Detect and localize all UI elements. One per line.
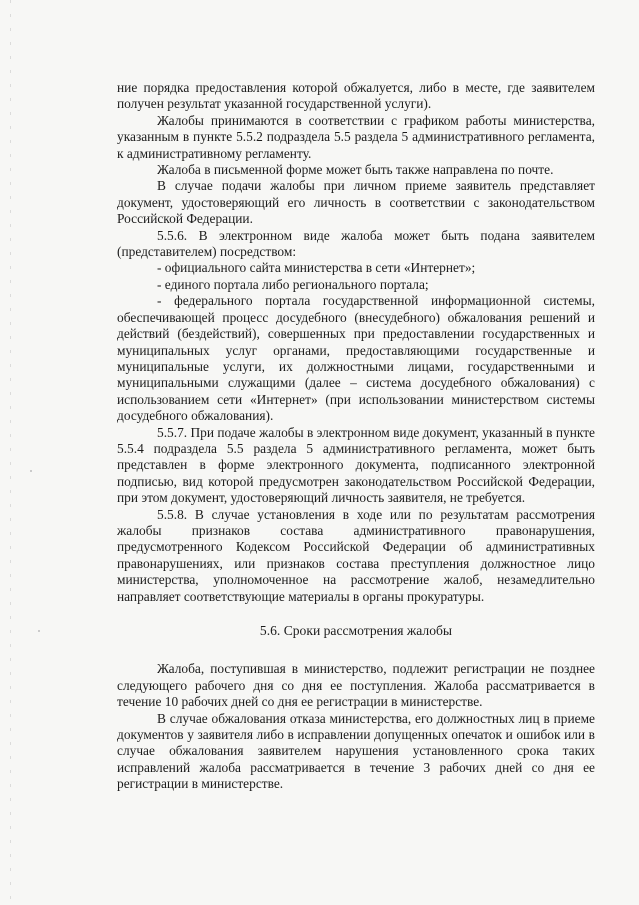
paragraph: Жалоба, поступившая в министерство, подлежит регистрации не позднее следующего рабочего дня со дня ее поступления. Жалоба рассматривается в течение 10 рабочих дней со дня ее регистрации в министерстве.: [117, 661, 595, 710]
list-item: - официального сайта министерства в сети «Интернет»;: [157, 260, 476, 276]
list-item: - единого портала либо регионального портала;: [157, 276, 429, 292]
scan-speck: [38, 630, 40, 632]
paragraph: 5.5.7. При подаче жалобы в электронном виде документ, указанный в пункте 5.5.4 подраздела 5.5 раздела 5 административного регламента, может быть представлен в форме электронного документа, подписанного электронной подписью, вид которой предусмотрен законодательством Российской Федерации, при этом документ, удостоверяющий личность заявителя, не требуется.: [117, 424, 595, 506]
paragraph: 5.5.8. В случае установления в ходе или по результатам рассмотрения жалобы признаков состава административного правонарушения, предусмотренного Кодексом Российской Федерации об административных правонарушениях, или признаков состава преступления должностное лицо министерства, уполномоченное на рассмотрение жалоб, незамедлительно направляет соответствующие материалы в органы прокуратуры.: [117, 506, 595, 604]
paragraph: Жалобы принимаются в соответствии с графиком работы министерства, указанным в пункте 5.5.2 подраздела 5.5 раздела 5 административного регламента, к административному регламенту.: [117, 112, 595, 161]
document-body: [117, 80, 595, 793]
list-item: - федерального портала государственной информационной системы, обеспечивающей процесс досудебного (внесудебного) обжалования решений и действий (бездействий), совершенных при предоставлении государственных и муниципальных услуг органами, предоставляющими государственные и муниципальные услуги, их должностными лицами, государственными и муниципальными служащими (далее – система досудебного обжалования) с использованием сети «Интернет» (при использовании министерством системы досудебного обжалования).: [117, 293, 595, 424]
scan-edge-mark: [10, 0, 11, 905]
paragraph: В случае подачи жалобы при личном приеме заявитель представляет документ, удостоверяющий его личность в соответствии с законодательством Российской Федерации.: [117, 178, 595, 227]
paragraph: Жалоба в письменной форме может быть также направлена по почте.: [157, 162, 554, 178]
section-heading: 5.6. Сроки рассмотрения жалобы: [259, 623, 453, 638]
paragraph: В случае обжалования отказа министерства, его должностных лиц в приеме документов у заявителя либо в исправлении допущенных опечаток и ошибок или в случае обжалования заявителем нарушения установленного срока таких исправлений жалоба рассматривается в течение 3 рабочих дней со дня ее регистрации в министерстве.: [117, 710, 595, 792]
scan-speck: [30, 470, 32, 472]
paragraph: ние порядка предоставления которой обжалуется, либо в месте, где заявителем получен результат указанной государственной услуги).: [117, 80, 595, 112]
paragraph: 5.5.6. В электронном виде жалоба может быть подана заявителем (представителем) посредством:: [117, 227, 595, 260]
